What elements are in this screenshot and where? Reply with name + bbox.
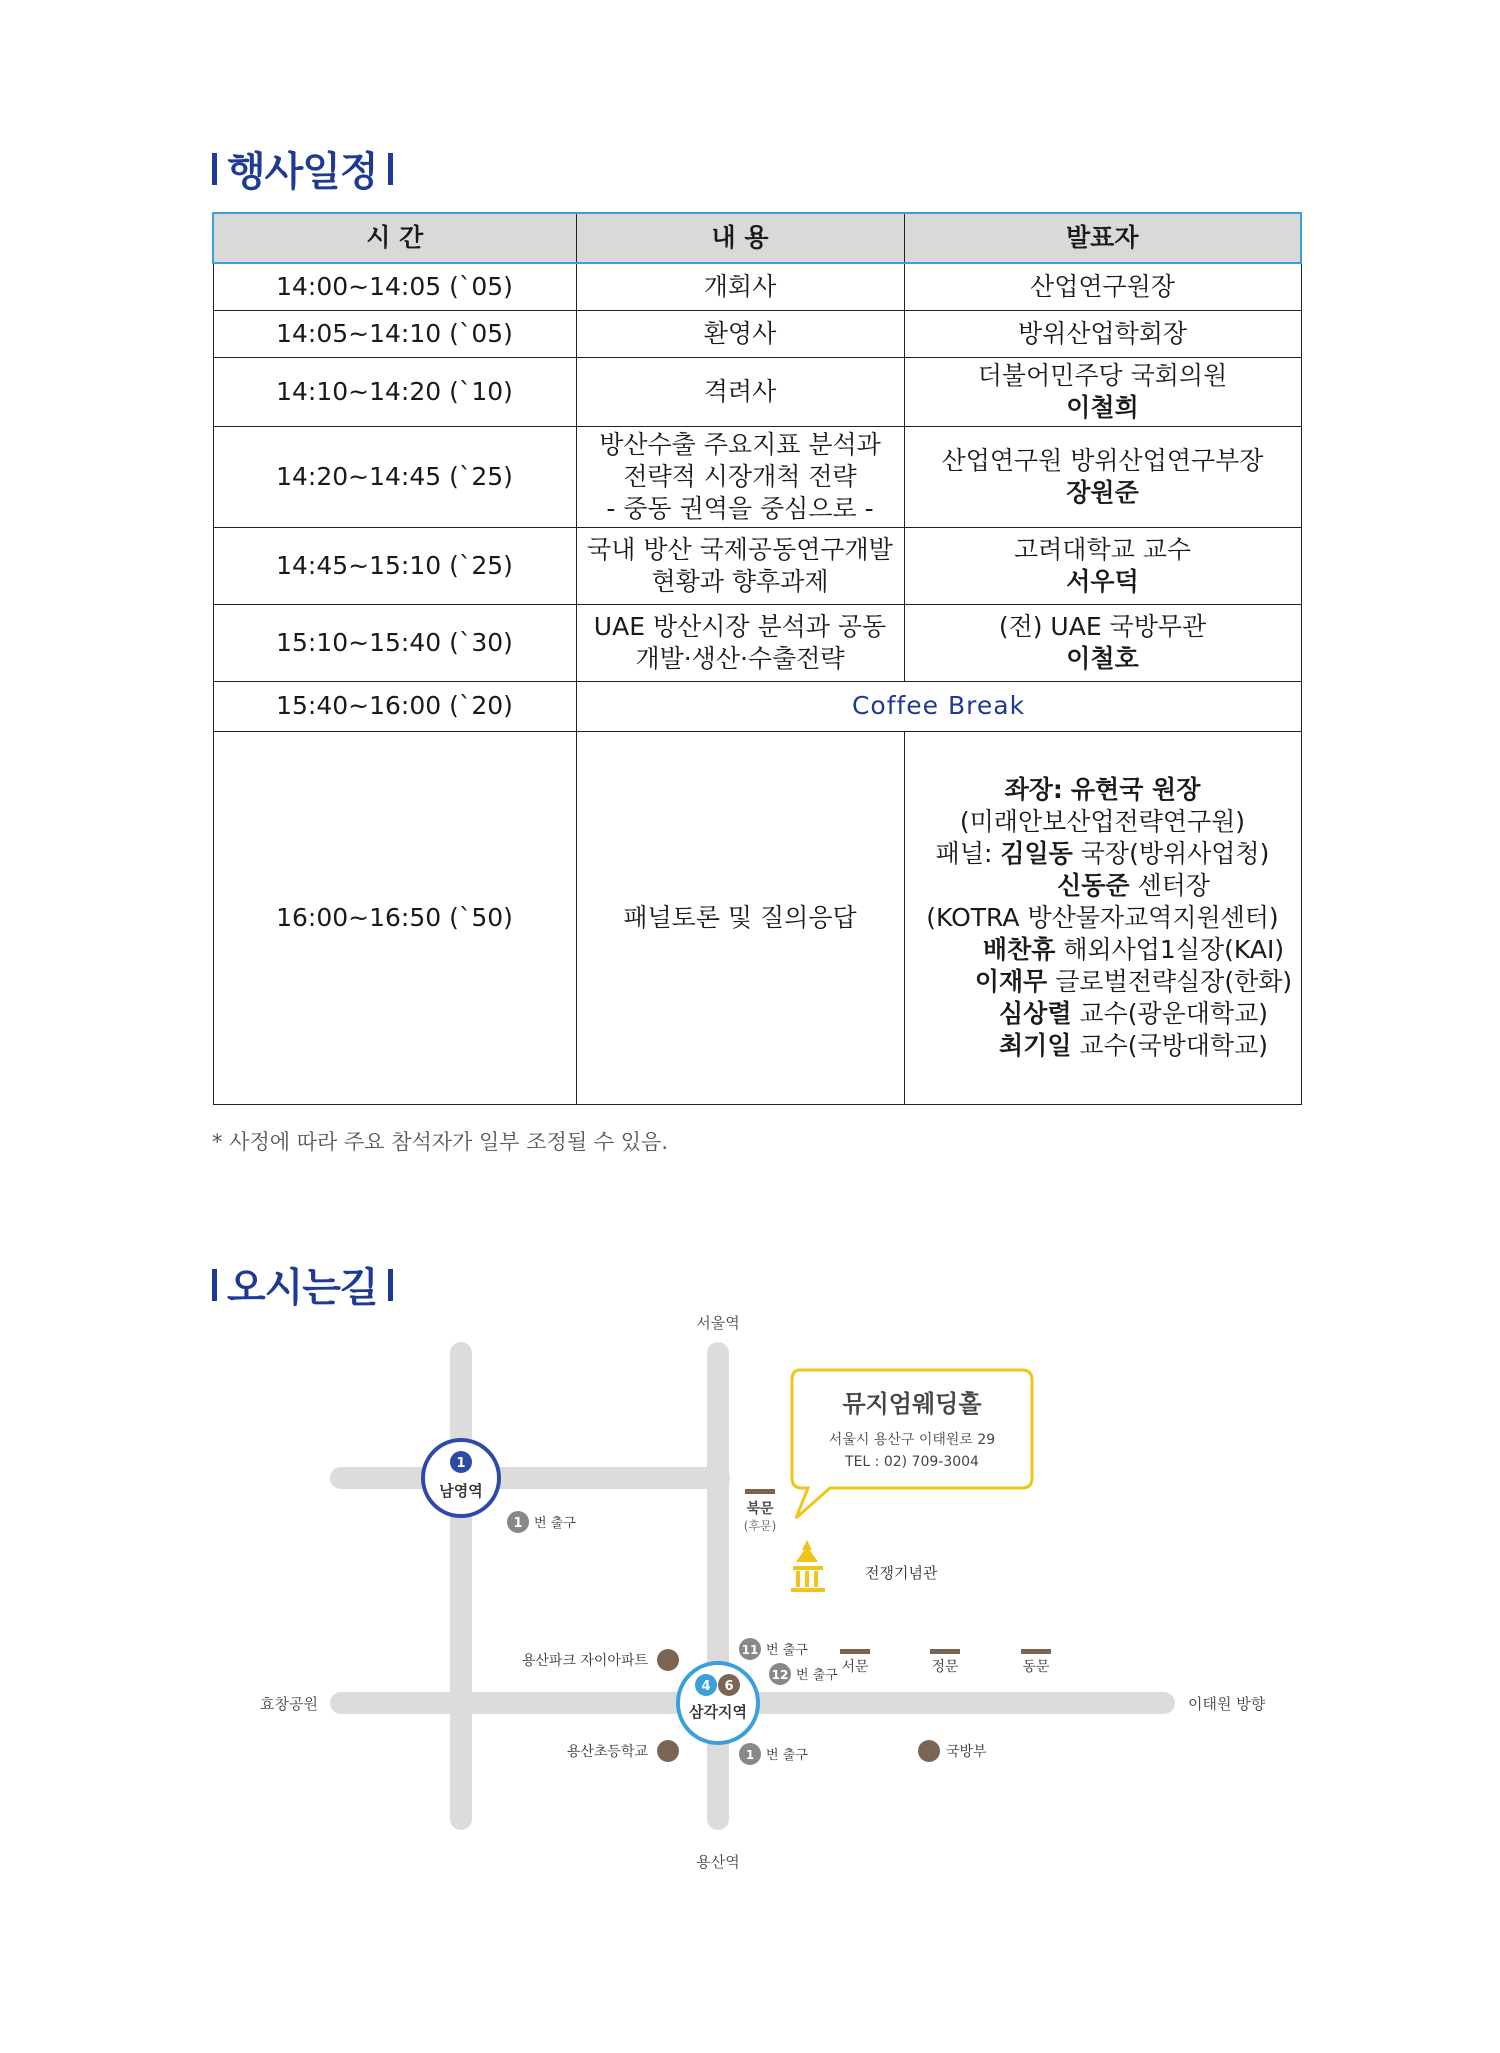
speaker-role: 산업연구원 방위산업연구부장: [941, 445, 1264, 475]
speaker-role: (전) UAE 국방무관: [998, 611, 1207, 641]
title-bar-right: [388, 153, 393, 185]
row-speaker: [904, 426, 1301, 527]
member-name: 이재무: [974, 966, 1048, 996]
table-row: [213, 357, 1301, 426]
member-name: 배찬휴: [982, 934, 1056, 964]
row-speaker: [904, 527, 1301, 604]
north-gate-marker: [745, 1489, 775, 1494]
row-content: [576, 426, 904, 527]
content-line: UAE 방산시장 분석과 공동: [593, 611, 887, 641]
panel-member: [909, 870, 1297, 902]
row-time: 14:00~14:05 (`05): [213, 263, 576, 310]
row-content: [576, 527, 904, 604]
exit-label: 번 출구: [796, 1668, 838, 1683]
row-speaker: 산업연구원장: [904, 263, 1301, 310]
exit-samgakji-11: [739, 1638, 808, 1660]
exit-number: 1: [745, 1748, 755, 1762]
row-speaker: 방위산업학회장: [904, 310, 1301, 357]
member-role: 글로벌전략실장(한화): [1055, 966, 1293, 996]
row-speaker: [904, 604, 1301, 681]
row-content: 격려사: [576, 357, 904, 426]
row-time: 15:40~16:00 (`20): [213, 681, 576, 731]
north-gate-sub: (후문): [743, 1519, 777, 1533]
row-time: 15:10~15:40 (`30): [213, 604, 576, 681]
venue-name: 뮤지엄웨딩홀: [842, 1390, 982, 1418]
table-row: [213, 310, 1301, 357]
memorial-icon: [791, 1540, 825, 1592]
line1-badge: 1: [456, 1456, 466, 1471]
station-name: 삼각지역: [689, 1703, 747, 1721]
row-content: 환영사: [576, 310, 904, 357]
table-row: [213, 731, 1301, 1104]
panel-member: [909, 838, 1297, 870]
line4-badge: 4: [701, 1679, 711, 1694]
label-east: 이태원 방향: [1188, 1695, 1266, 1713]
header-time: 시 간: [213, 213, 576, 263]
exit-number: 1: [513, 1516, 523, 1531]
row-time: 14:45~15:10 (`25): [213, 527, 576, 604]
panel-member: [909, 998, 1297, 1030]
chair-label: 좌장:: [1004, 774, 1063, 804]
content-line: 개발·생산·수출전략: [635, 643, 845, 673]
panel-member: [909, 966, 1297, 998]
road-vertical-west: [450, 1342, 472, 1830]
venue-address: 서울시 용산구 이태원로 29: [828, 1432, 996, 1448]
directions-title: 오시는길: [227, 1265, 378, 1311]
title-bar-left: [212, 153, 217, 185]
row-content: 개회사: [576, 263, 904, 310]
panel-member: [909, 1030, 1297, 1062]
speaker-role: 더불어민주당 국회의원: [977, 360, 1228, 390]
speaker-name: 장원준: [1066, 477, 1139, 507]
road-horizontal-north: [330, 1467, 730, 1489]
exit-namyeong-1: [507, 1511, 576, 1533]
exit-samgakji-1: [739, 1743, 808, 1765]
table-header-row: [213, 213, 1301, 263]
ministry-label: 국방부: [946, 1744, 987, 1760]
member-role: 교수(광운대학교): [1079, 998, 1268, 1028]
member-role: 국장(방위사업청): [1080, 838, 1270, 868]
school-marker: [657, 1740, 679, 1762]
row-content: [576, 604, 904, 681]
row-time: 16:00~16:50 (`50): [213, 731, 576, 1104]
venue-callout: [792, 1370, 1032, 1518]
row-time: 14:05~14:10 (`05): [213, 310, 576, 357]
row-speaker: [904, 357, 1301, 426]
content-line: - 중동 권역을 중심으로 -: [606, 493, 874, 523]
member-name: 김일동: [1000, 838, 1073, 868]
location-map: [240, 1300, 1300, 1880]
ministry-marker: [918, 1740, 940, 1762]
table-row: [213, 527, 1301, 604]
label-west: 효창공원: [260, 1695, 318, 1713]
station-name: 남영역: [439, 1482, 483, 1500]
header-speaker: 발표자: [904, 213, 1301, 263]
schedule-section-title: [212, 140, 393, 197]
speaker-name: 이철호: [1066, 643, 1139, 673]
apartment-label: 용산파크 자이아파트: [521, 1653, 648, 1669]
north-gate-label: 북문: [746, 1501, 774, 1517]
chair-org: (미래안보산업전략연구원): [959, 806, 1246, 836]
panel-cell: [904, 731, 1301, 1104]
school-label: 용산초등학교: [566, 1744, 648, 1760]
member-role: 해외사업1실장(KAI): [1063, 934, 1285, 964]
exit-label: 번 출구: [534, 1516, 576, 1531]
apartment-marker: [657, 1649, 679, 1671]
west-gate-marker: [840, 1649, 870, 1654]
panel-member: [909, 934, 1297, 966]
table-row: [213, 681, 1301, 731]
content-line: 국내 방산 국제공동연구개발: [587, 534, 893, 564]
label-south: 용산역: [696, 1853, 740, 1871]
row-content: 패널토론 및 질의응답: [576, 731, 904, 1104]
road-vertical-center: [707, 1342, 729, 1830]
main-gate-marker: [930, 1649, 960, 1654]
east-gate-label: 동문: [1022, 1659, 1050, 1675]
schedule-table: [212, 212, 1302, 1105]
speaker-name: 이철희: [1066, 392, 1139, 422]
row-time: 14:10~14:20 (`10): [213, 357, 576, 426]
header-content: 내 용: [576, 213, 904, 263]
line6-badge: 6: [724, 1679, 734, 1694]
label-north: 서울역: [696, 1314, 740, 1332]
exit-samgakji-12: [769, 1663, 838, 1685]
member-name: 신동준: [1057, 870, 1130, 900]
table-row: [213, 604, 1301, 681]
table-row: [213, 426, 1301, 527]
west-gate-label: 서문: [841, 1659, 869, 1675]
member-name: 최기일: [999, 1030, 1072, 1060]
content-line: 전략적 시장개척 전략: [623, 461, 857, 491]
east-gate-marker: [1021, 1649, 1051, 1654]
station-namyeong: [423, 1440, 499, 1516]
member-name: 심상렬: [999, 998, 1072, 1028]
title-bar-left: [212, 1269, 217, 1301]
exit-number: 11: [741, 1643, 759, 1657]
member-role: 교수(국방대학교): [1079, 1030, 1268, 1060]
exit-label: 번 출구: [766, 1748, 808, 1763]
table-row: [213, 263, 1301, 310]
schedule-note: * 사정에 따라 주요 참석자가 일부 조정될 수 있음.: [212, 1130, 669, 1154]
exit-number: 12: [771, 1668, 789, 1682]
title-bar-right: [388, 1269, 393, 1301]
station-samgakji: [678, 1663, 758, 1743]
panel-label: 패널:: [935, 838, 993, 868]
venue-tel: TEL : 02) 709-3004: [845, 1454, 979, 1470]
row-time: 14:20~14:45 (`25): [213, 426, 576, 527]
main-gate-label: 정문: [931, 1659, 959, 1675]
exit-label: 번 출구: [766, 1643, 808, 1658]
coffee-break: Coffee Break: [576, 681, 1301, 731]
content-line: 현황과 향후과제: [651, 566, 829, 596]
speaker-name: 서우덕: [1066, 566, 1139, 596]
speaker-role: 고려대학교 교수: [1014, 534, 1191, 564]
content-line: 방산수출 주요지표 분석과: [599, 429, 881, 459]
member-org: (KOTRA 방산물자교역지원센터): [926, 902, 1279, 932]
memorial-label: 전쟁기념관: [865, 1564, 938, 1582]
member-role: 센터장: [1137, 870, 1210, 900]
schedule-title: 행사일정: [227, 149, 378, 195]
panel-chair: [909, 774, 1297, 806]
chair-name: 유현국 원장: [1070, 774, 1201, 804]
